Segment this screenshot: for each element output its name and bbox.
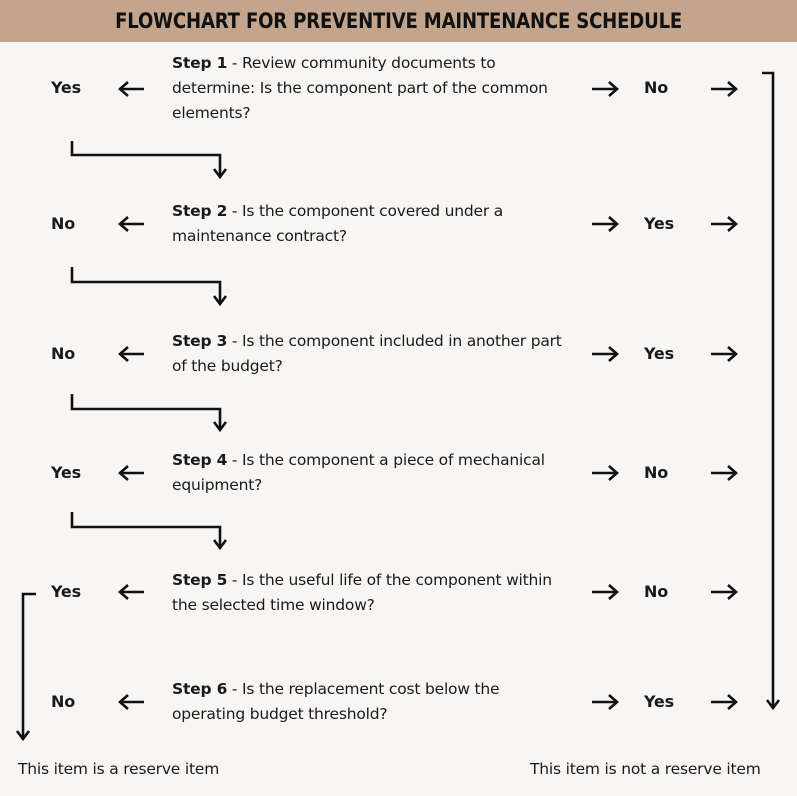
elbow-connector-3-4 xyxy=(72,394,226,430)
right-arrow-icon xyxy=(592,466,617,480)
step-6-right-answer: Yes xyxy=(644,692,674,711)
step-2-label: Step 2 xyxy=(172,202,228,220)
step-6-left-answer: No xyxy=(51,692,75,711)
left-arrow-icon xyxy=(120,585,144,599)
step-2-text: - Is the component covered under a maintenance contract? xyxy=(172,202,504,245)
step-1-label: Step 1 xyxy=(172,54,228,72)
left-bracket-connector xyxy=(17,594,36,739)
right-arrow-icon xyxy=(711,695,736,709)
reserve-item-label: This item is a reserve item xyxy=(18,760,220,778)
step-3-right-answer: Yes xyxy=(644,344,674,363)
left-arrow-icon xyxy=(120,347,144,361)
page-title: FLOWCHART FOR PREVENTIVE MAINTENANCE SCHEDULE xyxy=(115,9,682,33)
right-arrow-icon xyxy=(592,217,617,231)
step-4-left-answer: Yes xyxy=(51,463,81,482)
elbow-connector-2-3 xyxy=(72,267,226,304)
elbow-connector-4-5 xyxy=(72,512,226,548)
step-5-right-answer: No xyxy=(644,582,668,601)
right-bracket-connector xyxy=(762,73,779,708)
step-4-label: Step 4 xyxy=(172,451,228,469)
step-6-text: - Is the replacement cost below the operating budget threshold? xyxy=(172,680,500,723)
right-arrow-icon xyxy=(711,82,736,96)
right-arrow-icon xyxy=(711,217,736,231)
step-5-label: Step 5 xyxy=(172,571,228,589)
step-1-text: - Review community documents to determine: Is the component part of the common elements? xyxy=(172,54,548,122)
step-3-text: - Is the component included in another part of the budget? xyxy=(172,332,562,375)
left-arrow-icon xyxy=(120,217,144,231)
step-3-left-answer: No xyxy=(51,344,75,363)
step-4-right-answer: No xyxy=(644,463,668,482)
right-arrow-icon xyxy=(592,347,617,361)
right-arrow-icon xyxy=(592,585,617,599)
right-arrow-icon xyxy=(711,347,736,361)
step-5-text: - Is the useful life of the component within the selected time window? xyxy=(172,571,552,614)
right-arrow-icon xyxy=(592,695,617,709)
right-arrow-icon xyxy=(711,585,736,599)
step-6-label: Step 6 xyxy=(172,680,228,698)
right-arrow-icon xyxy=(711,466,736,480)
left-arrow-icon xyxy=(120,695,144,709)
left-arrow-icon xyxy=(120,82,144,96)
left-arrow-icon xyxy=(120,466,144,480)
not-reserve-item-label: This item is not a reserve item xyxy=(530,760,761,778)
step-1-left-answer: Yes xyxy=(51,78,81,97)
step-5-left-answer: Yes xyxy=(51,582,81,601)
step-1-right-answer: No xyxy=(644,78,668,97)
right-arrow-icon xyxy=(592,82,617,96)
elbow-connector-1-2 xyxy=(72,141,226,177)
step-2-left-answer: No xyxy=(51,214,75,233)
step-3-label: Step 3 xyxy=(172,332,228,350)
step-4-text: - Is the component a piece of mechanical equipment? xyxy=(172,451,545,494)
step-2-right-answer: Yes xyxy=(644,214,674,233)
